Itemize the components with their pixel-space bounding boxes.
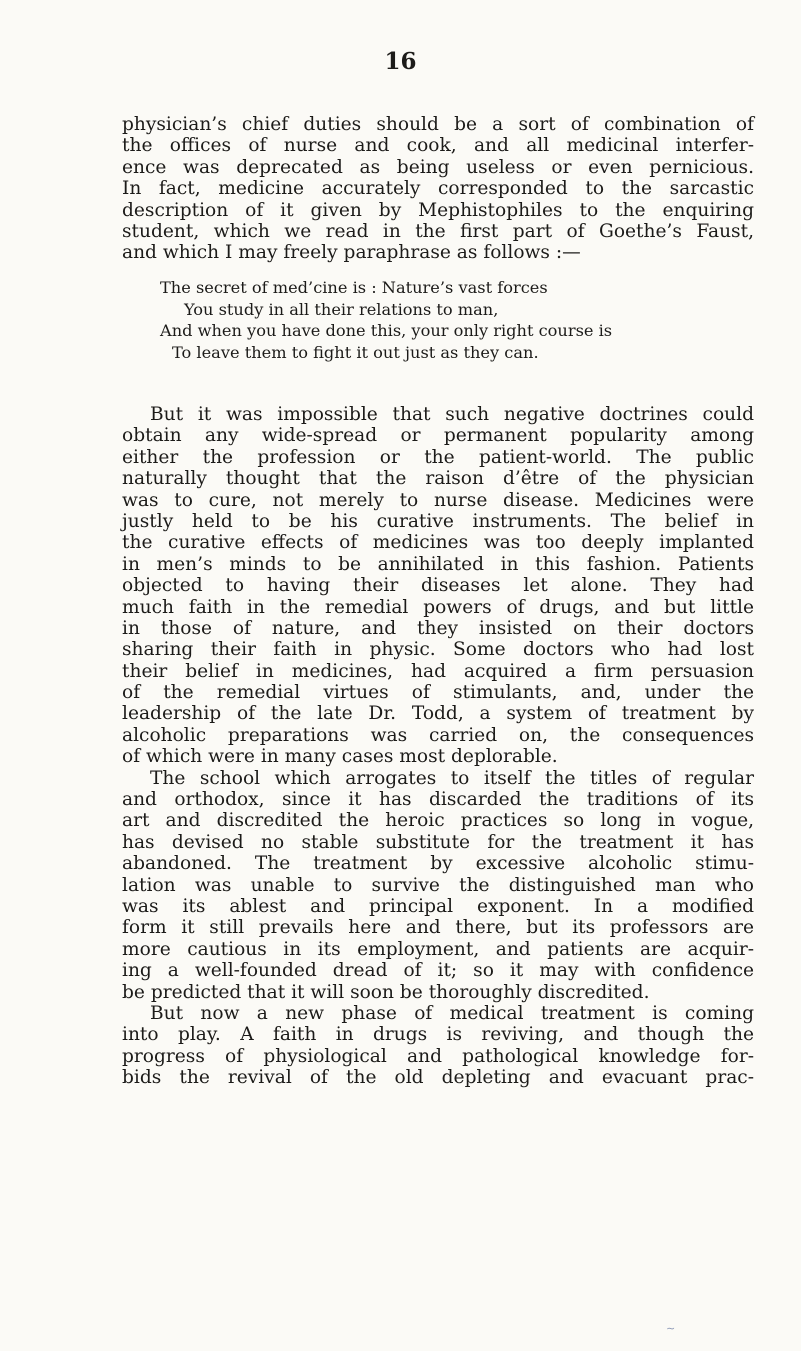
- text-line: student, which we read in the first part of Goethe’s Faust,: [122, 220, 754, 242]
- verse-line: You study in all their relations to man,: [184, 299, 499, 319]
- text-line: be predicted that it will soon be thoroughly discredited.: [122, 981, 650, 1003]
- text-line: leadership of the late Dr. Todd, a system of treatment by: [122, 703, 754, 725]
- scan-mark: ∼: [666, 1322, 676, 1335]
- text-line: and which I may freely paraphrase as follows :—: [122, 242, 581, 264]
- text-line: objected to having their diseases let alone. They had: [122, 575, 754, 597]
- text-line: bids the revival of the old depleting and evacuant prac-: [122, 1067, 754, 1089]
- text-line: art and discredited the heroic practices so long in vogue,: [122, 810, 754, 832]
- text-line: of which were in many cases most deplorable.: [122, 746, 558, 768]
- text-line: physician’s chief duties should be a sort of combination of: [122, 114, 754, 135]
- text-line: into play. A faith in drugs is reviving, and though the: [122, 1024, 754, 1046]
- paragraph-intro: [122, 114, 754, 264]
- text-line: has devised no stable substitute for the treatment it has: [122, 831, 754, 853]
- verse-line: To leave them to fight it out just as they can.: [172, 342, 539, 362]
- page-number: 16: [384, 48, 417, 75]
- verse-line: And when you have done this, your only right course is: [160, 321, 613, 341]
- text-line: their belief in medicines, had acquired a firm persuasion: [122, 660, 754, 682]
- text-line: of the remedial virtues of stimulants, and, under the: [122, 682, 754, 704]
- text-line: naturally thought that the raison d’être of the physician: [122, 468, 754, 490]
- text-line: form it still prevails here and there, but its professors are: [122, 917, 754, 939]
- text-line: in those of nature, and they insisted on their doctors: [122, 617, 754, 639]
- text-line: progress of physiological and pathological knowledge for-: [122, 1045, 754, 1067]
- verse-line: The secret of med’cine is : Nature’s vast forces: [160, 278, 548, 297]
- text-line: ing a well-founded dread of it; so it may with confidence: [122, 960, 754, 982]
- text-line: ence was deprecated as being useless or even pernicious.: [122, 156, 754, 178]
- text-line: much faith in the remedial powers of drugs, and but little: [122, 596, 754, 618]
- text-line: But it was impossible that such negative doctrines could: [150, 404, 754, 425]
- text-line: was to cure, not merely to nurse disease. Medicines were: [122, 489, 754, 511]
- text-line: sharing their faith in physic. Some doctors who had lost: [122, 639, 754, 661]
- text-line: In fact, medicine accurately corresponded to the sarcastic: [122, 178, 754, 200]
- text-line: lation was unable to survive the distinguished man who: [122, 874, 754, 896]
- paragraph-main: [122, 404, 754, 1089]
- text-line: The school which arrogates to itself the titles of regular: [150, 767, 754, 789]
- text-line: justly held to be his curative instruments. The belief in: [122, 510, 754, 532]
- text-line: But now a new phase of medical treatment is coming: [150, 1002, 754, 1024]
- text-line: and orthodox, since it has discarded the traditions of its: [122, 789, 754, 811]
- text-line: in men’s minds to be annihilated in this fashion. Patients: [122, 553, 754, 575]
- verse-quotation: [160, 277, 720, 363]
- text-line: was its ablest and principal exponent. In a modified: [122, 895, 754, 917]
- text-line: the offices of nurse and cook, and all medicinal interfer-: [122, 135, 754, 157]
- text-line: either the profession or the patient-world. The public: [122, 446, 754, 468]
- text-line: abandoned. The treatment by excessive alcoholic stimu-: [122, 853, 754, 875]
- text-line: alcoholic preparations was carried on, the consequences: [122, 724, 754, 746]
- text-line: description of it given by Mephistophiles to the enquiring: [122, 199, 754, 221]
- text-line: obtain any wide-spread or permanent popularity among: [122, 425, 754, 447]
- text-line: the curative effects of medicines was too deeply implanted: [122, 532, 754, 554]
- text-line: more cautious in its employment, and patients are acquir-: [122, 938, 754, 960]
